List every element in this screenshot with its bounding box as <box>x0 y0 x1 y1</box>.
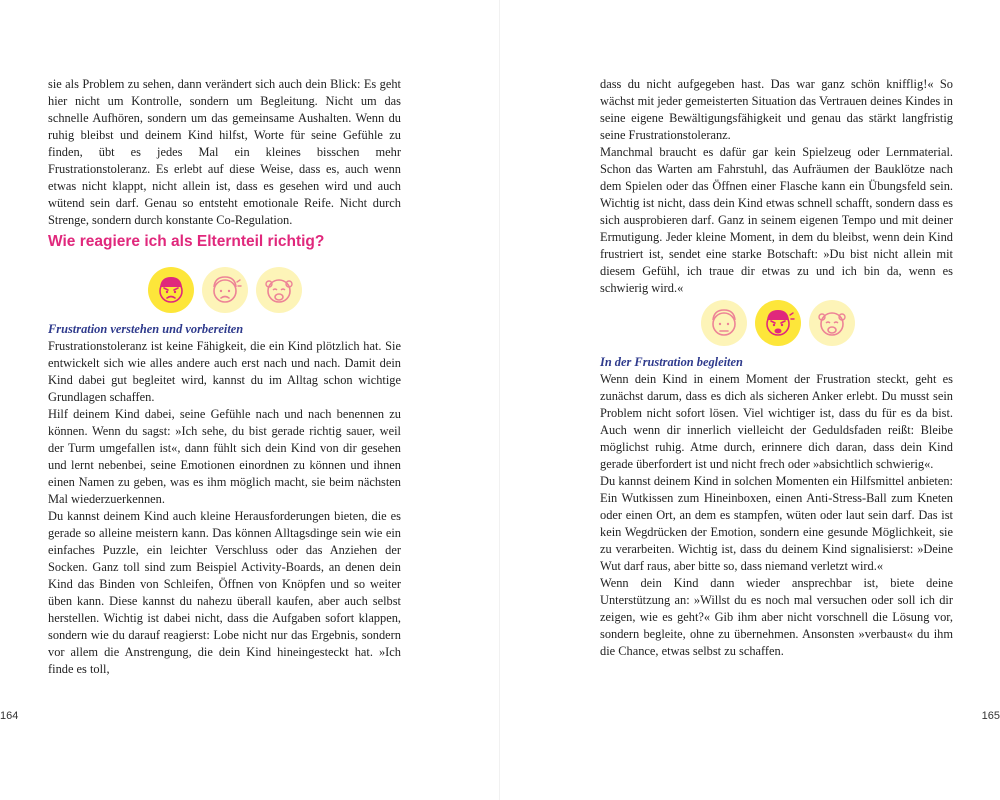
emotion-faces-left <box>148 267 302 313</box>
angry-child-face-icon <box>755 300 801 346</box>
sad-child-face-icon <box>202 267 248 313</box>
paragraph: sie als Problem zu sehen, dann verändert sich auch dein Blick: Es geht hier nicht um Kontrolle, sondern um Begleitung. Nicht um das schnelle Aufhören, sondern um das gemeinsame Aushalten. Wenn du ruhig bleibst und deinem Kind hilfst, Worte für seine Gefühle zu finden, übt es jedes Mal ein kleines bisschen mehr Frustrationstoleranz. Es erlebt auf diese Weise, dass es, auch wenn etwas nicht klappt, nicht allein ist, dass es gesehen wird und auch wütend sein darf. Genau so entsteht emotionale Reife. Nicht durch Strenge, sondern durch konstante Co-Regulation. <box>48 77 401 227</box>
crying-child-face-icon <box>809 300 855 346</box>
page-right <box>500 0 1000 800</box>
angry-child-face-icon <box>148 267 194 313</box>
left-intro <box>48 76 401 229</box>
paragraph: Hilf deinem Kind dabei, seine Gefühle nach und nach benennen zu können. Wenn du sagst: »Ich sehe, du bist gerade richtig sauer, weil der Turm umgefallen ist«, dann fühlt sich dein Kind von dir gesehen und lernt nebenbei, seine Emotionen einordnen zu können und ihnen einen Namen zu geben, was es ihm möglich macht, sie beim nächsten Mal wiederzuerkennen. <box>48 407 401 506</box>
left-body <box>48 321 401 678</box>
page-number: 165 <box>981 710 1000 722</box>
paragraph: Wenn dein Kind dann wieder ansprechbar ist, biete deine Unterstützung an: »Willst du es noch mal versuchen oder soll ich dir zeigen, wie es geht?« Gib ihm aber nicht vorschnell die Lösung vor, sondern begleite, ohne zu übernehmen. Ansonsten »verbaust« du ihm die Chance, etwas selbst zu schaffen. <box>600 576 953 658</box>
sad-child-face-icon <box>701 300 747 346</box>
paragraph: Wenn dein Kind in einem Moment der Frustration steckt, geht es zunächst darum, dass es dich als sicheren Anker erlebt. Du musst sein Problem nicht sofort lösen. Viel wichtiger ist, dass du für es da bist. Auch wenn dir innerlich vielleicht der Geduldsfaden reißt: Bleibe möglichst ruhig. Atme durch, erinnere dich daran, dass dein Kind gerade überfordert ist und nicht frech oder »absichtlich schwierig«. <box>600 372 953 471</box>
paragraph: Frustrationstoleranz ist keine Fähigkeit, die ein Kind plötzlich hat. Sie entwickelt sich wie alles andere auch erst nach und nach. Damit dein Kind dabei gut begleitet wird, kannst du im Alltag schon wichtige Grundlagen schaffen. <box>48 339 401 404</box>
page-number: 164 <box>0 710 19 722</box>
right-intro <box>600 76 953 297</box>
paragraph: Du kannst deinem Kind in solchen Momenten ein Hilfsmittel anbieten: Ein Wutkissen zum Hineinboxen, einen Anti-Stress-Ball zum Kneten oder einen Ort, an dem es stampfen, wüten oder laut sein darf. Das ist kein Wegdrücken der Emotion, sondern eine gesunde Möglichkeit, sie zu verarbeiten. Wichtig ist, dass du deinem Kind signalisierst: »Deine Wut darf raus, aber bitte so, dass niemand verletzt wird.« <box>600 474 953 573</box>
right-body <box>600 354 953 660</box>
subheading: Frustration verstehen und vorbereiten <box>48 322 244 336</box>
section-heading: Wie reagiere ich als Elternteil richtig? <box>48 233 325 250</box>
paragraph: dass du nicht aufgegeben hast. Das war ganz schön knifflig!« So wächst mit jeder gemeisterten Situation das Vertrauen deines Kindes in seine eigene Bewältigungsfähigkeit und genau das stärkt langfristig seine Frustrationstoleranz. <box>600 77 953 142</box>
emotion-faces-right <box>701 300 855 346</box>
subheading: In der Frustration begleiten <box>600 355 743 369</box>
crying-child-face-icon <box>256 267 302 313</box>
paragraph: Manchmal braucht es dafür gar kein Spielzeug oder Lernmaterial. Schon das Warten am Fahrstuhl, das Aufräumen der Bauklötze nach dem Spielen oder das Öffnen einer Flasche kann ein Übungsfeld sein. Wichtig ist nicht, dass dein Kind etwas schnell schafft, sondern dass es sich ausprobieren darf. Ganz in seinem eigenen Tempo und mit deiner Ermutigung. Jeder kleine Moment, in dem du bleibst, wenn dein Kind frustriert ist, sendet eine starke Botschaft: »Du bist nicht allein mit diesem Gefühl, ich traue dir etwas zu und ich bin da, wenn es schwierig wird.« <box>600 145 953 295</box>
paragraph: Du kannst deinem Kind auch kleine Herausforderungen bieten, die es gerade so alleine meistern kann. Das können Alltagsdinge sein wie ein einfaches Puzzle, ein leichter Verschluss oder das Anziehen der Socken. Ganz toll sind zum Beispiel Activity-Boards, an denen dein Kind das Binden von Schleifen, Öffnen von Knöpfen und so weiter üben kann. Diese kannst du nahezu überall kaufen, aber auch selbst herstellen. Wichtig ist dabei nicht, dass die Aufgaben sofort klappen, sondern wie du darauf reagierst: Lobe nicht nur das Ergebnis, sondern vor allem die Anstrengung, die dein Kind hineingesteckt hat. »Ich finde es toll, <box>48 509 401 676</box>
